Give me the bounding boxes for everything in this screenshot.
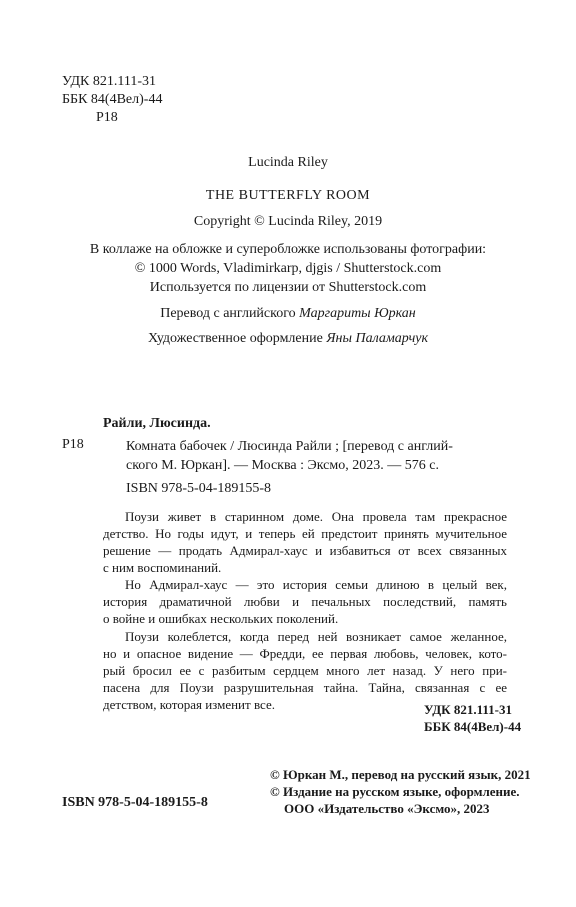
designer-name: Яны Паламарчук: [326, 331, 429, 346]
translator-credit: [0, 306, 576, 322]
catalog-description: [126, 437, 453, 475]
annotation-line: история драматичной любви и печальных последствий, память: [103, 594, 507, 609]
copyright-line: Copyright © Lucinda Riley, 2019: [193, 214, 383, 229]
annotation-paragraph: [103, 576, 507, 627]
collage-line: © 1000 Words, Vladimirkarp, djgis / Shutterstock.com: [134, 261, 442, 276]
collage-credits: [0, 240, 576, 278]
bbk-code: ББК 84(4Вел)-44: [62, 92, 163, 107]
catalog-author-heading: Райли, Люсинда.: [103, 416, 211, 431]
catalog-description-line: Комната бабочек / Люсинда Райли ; [перевод с англий-: [126, 439, 453, 454]
author-mark: Р18: [96, 110, 118, 125]
annotation-line: пасена для Поузи разрушительная тайна. Тайна, связанная с ее: [103, 680, 507, 695]
annotation-line: о войне и ошибках нескольких поколений.: [103, 611, 339, 626]
udk-code: УДК 821.111-31: [424, 702, 512, 717]
license-line: Используется по лицензии от Shutterstock.com: [149, 280, 427, 295]
annotation-line: Поузи колеблется, когда перед ней возникает самое желанное,: [125, 629, 507, 644]
catalog-description-line: ского М. Юркан]. — Москва : Эксмо, 2023. — 576 с.: [126, 458, 439, 473]
annotation-line: но и опасное видение — Фредди, ее первая любовь, человек, кото-: [103, 646, 507, 661]
publisher-line: ООО «Издательство «Эксмо», 2023: [284, 801, 490, 816]
annotation-line: детство. Но годы идут, и теперь ей предстоит принять мучительное: [103, 526, 507, 541]
publisher-line: © Издание на русском языке, оформление.: [270, 784, 520, 799]
udk-code: УДК 821.111-31: [62, 74, 157, 89]
annotation-paragraph: [103, 508, 507, 576]
publisher-line: © Юркан М., перевод на русский язык, 2021: [270, 767, 531, 782]
udk-bottom-block: [424, 701, 521, 735]
original-author: Lucinda Riley: [248, 155, 328, 170]
isbn-bottom: ISBN 978-5-04-189155-8: [62, 795, 208, 810]
annotation-line: Но Адмирал-хаус — это история семьи длиною в целый век,: [125, 577, 507, 592]
publisher-copyright: [270, 766, 531, 817]
annotation-line: Поузи живет в старинном доме. Она провела там прекрасное: [125, 509, 507, 524]
annotation-line: с ним воспоминаний.: [103, 560, 222, 575]
catalog-index: Р18: [62, 437, 84, 452]
annotation-line: детством, которая изменит все.: [103, 697, 275, 712]
designer-credit: [0, 331, 576, 347]
catalog-isbn: ISBN 978-5-04-189155-8: [126, 481, 272, 496]
collage-line: В коллаже на обложке и суперобложке использованы фотографии:: [89, 242, 487, 257]
translator-label: Перевод с английского: [160, 306, 296, 321]
translator-name: Маргариты Юркан: [299, 306, 416, 321]
bbk-code: ББК 84(4Вел)-44: [424, 719, 522, 734]
annotation-line: рый бросил ее с разбитым сердцем много лет назад. У него при-: [103, 663, 507, 678]
annotation-line: решение — продать Адмирал-хаус и избавиться от всех связанных: [103, 543, 507, 558]
original-title: THE BUTTERFLY ROOM: [205, 188, 371, 203]
udk-top-block: [62, 73, 162, 127]
designer-label: Художественное оформление: [147, 331, 323, 346]
